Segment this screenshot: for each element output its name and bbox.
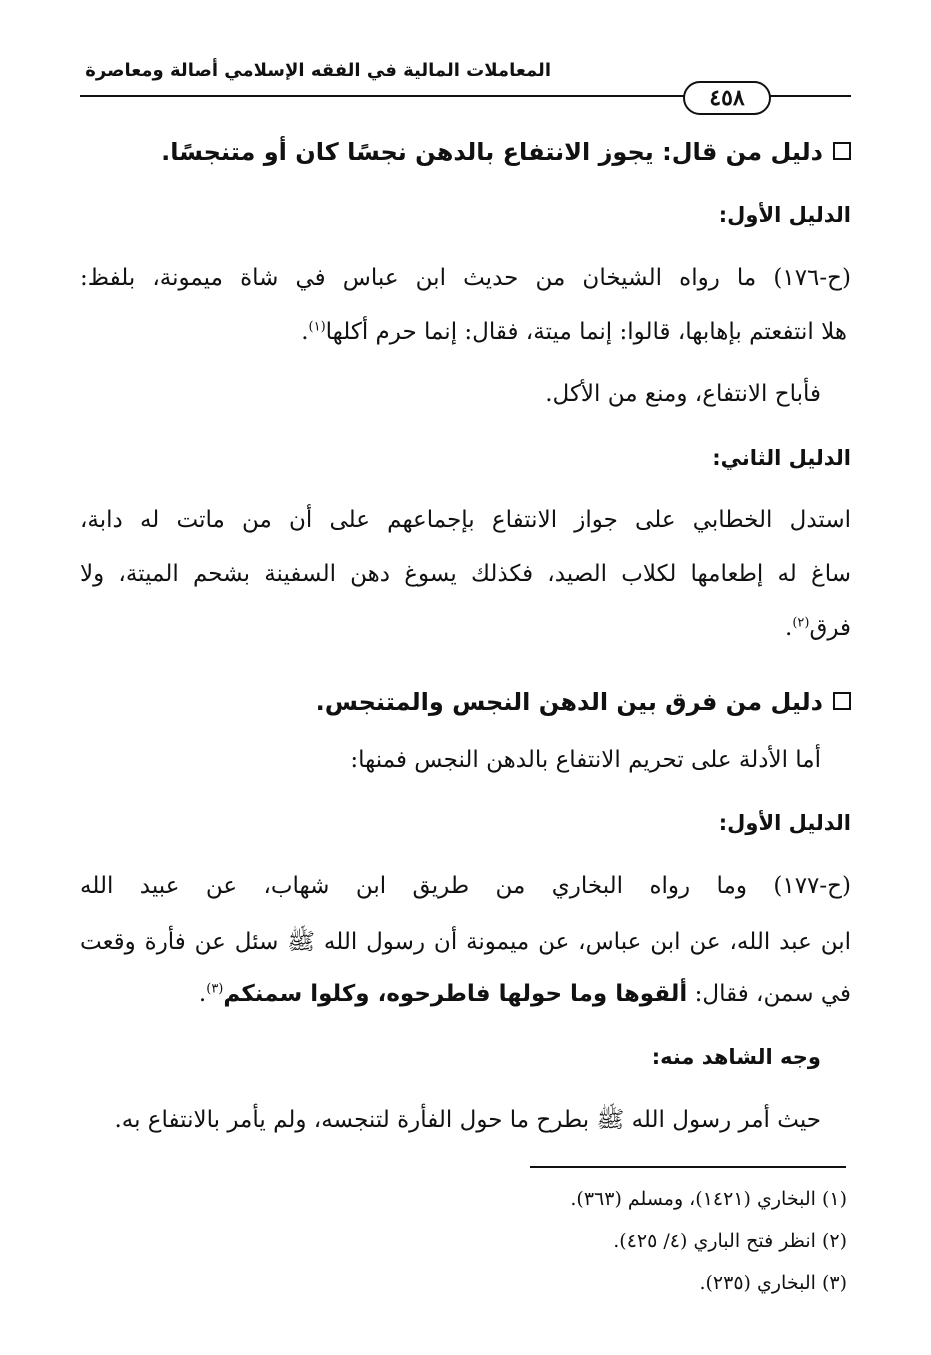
section-heading-1: دليل من قال: يجوز الانتفاع بالدهن نجسًا كان أو متنجسًا. [161, 138, 851, 166]
evidence-title: الدليل الثاني: [712, 446, 851, 470]
footnote: (٢) انظر فتح الباري (٤/ ٤٢٥). [613, 1230, 847, 1252]
paragraph-line: (ح-١٧٦) ما رواه الشيخان من حديث ابن عباس في شاة ميمونة، بلفظ: [80, 265, 851, 291]
checkbox-square-icon [833, 142, 851, 160]
checkbox-square-icon [833, 692, 851, 710]
evidence-title: الدليل الأول: [718, 811, 851, 835]
footnote-ref: (١) [308, 319, 326, 335]
evidence-title: الدليل الأول: [718, 203, 851, 227]
footnote: (١) البخاري (١٤٢١)، ومسلم (٣٦٣). [570, 1188, 847, 1210]
section-heading-2: دليل من فرق بين الدهن النجس والمتنجس. [316, 688, 851, 716]
running-title: المعاملات المالية في الفقه الإسلامي أصالة ومعاصرة [85, 60, 551, 81]
page-number: ٤٥٨ [683, 81, 771, 115]
paragraph-line: استدل الخطابي على جواز الانتفاع بإجماعهم على أن من ماتت له دابة، [80, 507, 851, 533]
paragraph-line: فرق$^{(٢)}$. [785, 615, 851, 641]
paragraph-line: فأباح الانتفاع، ومنع من الأكل. [545, 381, 821, 407]
paragraph-line: حيث أمر رسول الله ﷺ بطرح ما حول الفأرة لتنجسه، ولم يأمر بالانتفاع به. [114, 1107, 821, 1133]
footnote-ref: (٣) [206, 981, 224, 997]
paragraph-line: ابن عبد الله، عن ابن عباس، عن ميمونة أن رسول الله ﷺ سئل عن فأرة وقعت [80, 929, 851, 955]
paragraph-line: هلا انتفعتم بإهابها، قالوا: إنما ميتة، فقال: إنما حرم أكلها$^{(١)}$. [301, 319, 847, 345]
paragraph-line: في سمن، فقال: ألقوها وما حولها فاطرحوه، وكلوا سمنكم$^{(٣)}$. [198, 981, 851, 1007]
footnote-ref: (٢) [792, 615, 810, 631]
hadith-quote: ألقوها وما حولها فاطرحوه، وكلوا سمنكم [223, 981, 688, 1007]
footnote-rule [530, 1166, 846, 1168]
evidence-title: وجه الشاهد منه: [651, 1045, 821, 1069]
paragraph-line: ساغ له إطعامها لكلاب الصيد، فكذلك يسوغ دهن السفينة بشحم الميتة، ولا [80, 561, 851, 587]
footnote: (٣) البخاري (٢٣٥). [699, 1272, 847, 1294]
paragraph-line: (ح-١٧٧) وما رواه البخاري من طريق ابن شهاب، عن عبيد الله [80, 873, 851, 899]
paragraph-line: أما الأدلة على تحريم الانتفاع بالدهن النجس فمنها: [350, 747, 821, 773]
